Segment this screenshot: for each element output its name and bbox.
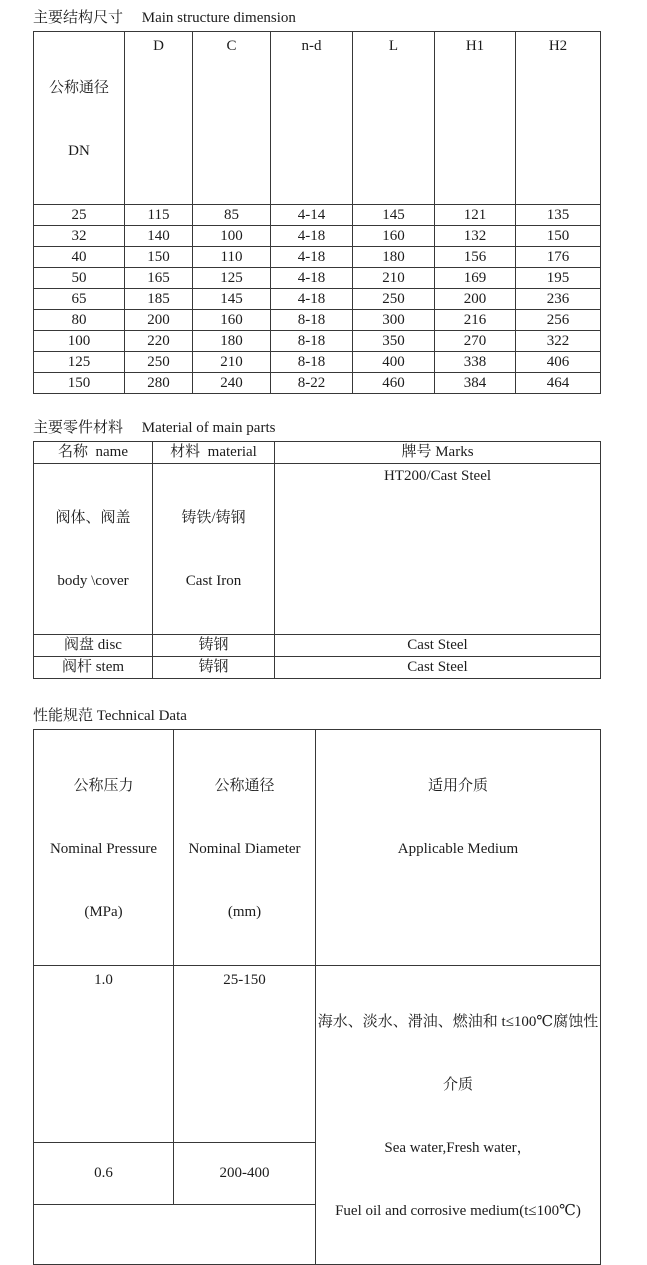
t1-cell: 236 bbox=[516, 289, 601, 310]
table-row bbox=[34, 373, 601, 394]
t1-cell: 180 bbox=[193, 331, 271, 352]
t1-cell: 80 bbox=[34, 310, 125, 331]
t3-header-diameter-unit: (mm) bbox=[227, 904, 262, 920]
t3-cell-diameter: 200-400 bbox=[174, 1142, 316, 1205]
t2-name-en: body \cover bbox=[57, 573, 129, 589]
t1-header-l: L bbox=[353, 32, 435, 205]
t1-cell: 150 bbox=[34, 373, 125, 394]
t2-cell-marks: Cast Steel bbox=[275, 635, 601, 657]
t1-cell: 150 bbox=[516, 226, 601, 247]
t1-cell: 125 bbox=[34, 352, 125, 373]
t1-cell: 185 bbox=[125, 289, 193, 310]
t1-cell: 165 bbox=[125, 268, 193, 289]
table-row bbox=[34, 268, 601, 289]
t2-cell-material: 铸钢 bbox=[153, 657, 275, 679]
t1-header-dn-code: DN bbox=[68, 143, 90, 159]
t1-cell: 121 bbox=[435, 205, 516, 226]
table-row bbox=[34, 635, 601, 657]
t1-cell: 216 bbox=[435, 310, 516, 331]
t1-cell: 8-18 bbox=[271, 310, 353, 331]
t1-cell: 210 bbox=[193, 352, 271, 373]
t1-header-nd: n-d bbox=[271, 32, 353, 205]
t3-medium-line: 海水、淡水、滑油、燃油和 t≤100℃腐蚀性 bbox=[317, 1014, 599, 1030]
t3-empty-cell bbox=[34, 1205, 316, 1265]
t1-cell: 8-18 bbox=[271, 352, 353, 373]
t3-header-pressure-zh: 公称压力 bbox=[73, 778, 134, 794]
table1-title: 主要结构尺寸 Main structure dimension bbox=[33, 10, 296, 26]
t1-cell: 300 bbox=[353, 310, 435, 331]
technical-data-table bbox=[33, 729, 601, 1265]
t1-cell: 195 bbox=[516, 268, 601, 289]
t1-cell: 350 bbox=[353, 331, 435, 352]
t1-cell: 100 bbox=[193, 226, 271, 247]
t1-cell: 160 bbox=[193, 310, 271, 331]
table-row bbox=[34, 331, 601, 352]
t1-cell: 176 bbox=[516, 247, 601, 268]
t1-header-c: C bbox=[193, 32, 271, 205]
t1-header-h2: H2 bbox=[516, 32, 601, 205]
t3-medium-line: 介质 bbox=[442, 1077, 473, 1093]
t1-cell: 8-22 bbox=[271, 373, 353, 394]
t1-cell: 250 bbox=[353, 289, 435, 310]
t1-cell: 65 bbox=[34, 289, 125, 310]
table-row bbox=[34, 247, 601, 268]
t3-header-diameter-zh: 公称通径 bbox=[214, 778, 275, 794]
table-row bbox=[34, 352, 601, 373]
table-row bbox=[34, 966, 601, 1143]
t1-cell: 4-18 bbox=[271, 226, 353, 247]
t2-material-en: Cast Iron bbox=[185, 573, 242, 589]
t2-cell-material bbox=[153, 464, 275, 635]
t1-cell: 384 bbox=[435, 373, 516, 394]
t1-cell: 125 bbox=[193, 268, 271, 289]
t1-cell: 400 bbox=[353, 352, 435, 373]
t1-header-h1: H1 bbox=[435, 32, 516, 205]
table-header-row bbox=[34, 730, 601, 966]
t1-cell: 169 bbox=[435, 268, 516, 289]
t1-cell: 200 bbox=[435, 289, 516, 310]
t1-cell: 140 bbox=[125, 226, 193, 247]
t3-header-diameter-en: Nominal Diameter bbox=[188, 841, 301, 857]
t1-cell: 160 bbox=[353, 226, 435, 247]
t1-cell: 4-18 bbox=[271, 268, 353, 289]
t2-cell-name bbox=[34, 464, 153, 635]
t1-cell: 85 bbox=[193, 205, 271, 226]
t3-header-diameter bbox=[174, 730, 316, 966]
table-row bbox=[34, 289, 601, 310]
t1-cell: 322 bbox=[516, 331, 601, 352]
t1-cell: 220 bbox=[125, 331, 193, 352]
t1-cell: 32 bbox=[34, 226, 125, 247]
t2-name-zh: 阀体、阀盖 bbox=[55, 510, 131, 526]
table-row bbox=[34, 226, 601, 247]
t1-cell: 4-18 bbox=[271, 247, 353, 268]
t1-cell: 4-14 bbox=[271, 205, 353, 226]
t1-cell: 210 bbox=[353, 268, 435, 289]
t3-header-pressure bbox=[34, 730, 174, 966]
t1-header-dn-zh: 公称通径 bbox=[48, 80, 109, 96]
t1-cell: 240 bbox=[193, 373, 271, 394]
t3-header-medium-en: Applicable Medium bbox=[397, 841, 519, 857]
t1-cell: 156 bbox=[435, 247, 516, 268]
table2-title: 主要零件材料 Material of main parts bbox=[33, 420, 276, 436]
t1-cell: 250 bbox=[125, 352, 193, 373]
table-row bbox=[34, 205, 601, 226]
t1-cell: 8-18 bbox=[271, 331, 353, 352]
table-header-row bbox=[34, 442, 601, 464]
material-of-main-parts-table bbox=[33, 441, 601, 679]
t1-cell: 110 bbox=[193, 247, 271, 268]
t2-cell-name: 阀盘 disc bbox=[34, 635, 153, 657]
t3-cell-diameter: 25-150 bbox=[174, 966, 316, 1143]
t1-cell: 145 bbox=[353, 205, 435, 226]
t1-cell: 460 bbox=[353, 373, 435, 394]
t2-cell-material: 铸钢 bbox=[153, 635, 275, 657]
t1-cell: 50 bbox=[34, 268, 125, 289]
t3-header-medium bbox=[316, 730, 601, 966]
t1-cell: 132 bbox=[435, 226, 516, 247]
t2-cell-name: 阀杆 stem bbox=[34, 657, 153, 679]
t1-cell: 115 bbox=[125, 205, 193, 226]
t1-cell: 25 bbox=[34, 205, 125, 226]
t2-material-zh: 铸铁/铸钢 bbox=[181, 510, 246, 526]
t1-cell: 150 bbox=[125, 247, 193, 268]
t1-cell: 4-18 bbox=[271, 289, 353, 310]
main-structure-dimension-table bbox=[33, 31, 601, 394]
t3-medium-line: Sea water,Fresh water， bbox=[384, 1140, 532, 1156]
t1-cell: 270 bbox=[435, 331, 516, 352]
t3-header-pressure-unit: (MPa) bbox=[84, 904, 123, 920]
t1-cell: 338 bbox=[435, 352, 516, 373]
t1-cell: 200 bbox=[125, 310, 193, 331]
table-row bbox=[34, 657, 601, 679]
table-header-row bbox=[34, 32, 601, 205]
table-row bbox=[34, 310, 601, 331]
table-row bbox=[34, 464, 601, 635]
t2-header-material: 材料 material bbox=[153, 442, 275, 464]
t1-cell: 406 bbox=[516, 352, 601, 373]
t3-header-medium-zh: 适用介质 bbox=[427, 778, 488, 794]
t3-header-pressure-en: Nominal Pressure bbox=[49, 841, 158, 857]
t1-cell: 40 bbox=[34, 247, 125, 268]
t1-cell: 464 bbox=[516, 373, 601, 394]
t1-header-d: D bbox=[125, 32, 193, 205]
table3-title: 性能规范 Technical Data bbox=[33, 708, 187, 724]
t3-cell-medium bbox=[316, 966, 601, 1265]
t1-header-dn bbox=[34, 32, 125, 205]
t2-header-name: 名称 name bbox=[34, 442, 153, 464]
t1-cell: 256 bbox=[516, 310, 601, 331]
t1-cell: 100 bbox=[34, 331, 125, 352]
t2-cell-marks: Cast Steel bbox=[275, 657, 601, 679]
t3-cell-pressure: 1.0 bbox=[34, 966, 174, 1143]
t1-cell: 135 bbox=[516, 205, 601, 226]
t2-header-marks: 牌号 Marks bbox=[275, 442, 601, 464]
t3-cell-pressure: 0.6 bbox=[34, 1142, 174, 1205]
t3-medium-line: Fuel oil and corrosive medium(t≤100℃) bbox=[335, 1203, 581, 1219]
t2-cell-marks: HT200/Cast Steel bbox=[275, 464, 601, 635]
t1-cell: 145 bbox=[193, 289, 271, 310]
t1-cell: 280 bbox=[125, 373, 193, 394]
t1-cell: 180 bbox=[353, 247, 435, 268]
